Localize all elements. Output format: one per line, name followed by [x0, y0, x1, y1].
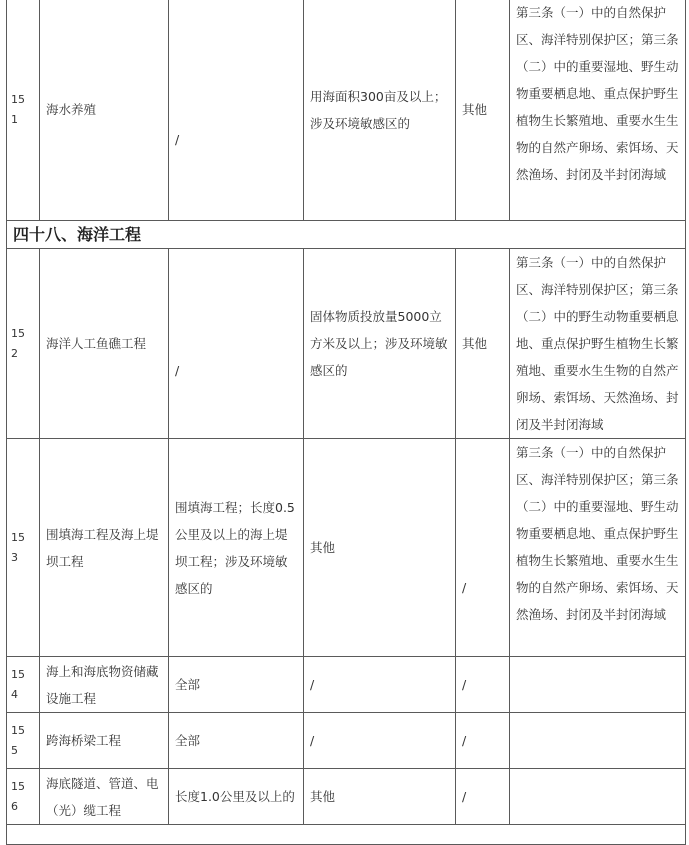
sensitive-area-definition: 第三条（一）中的自然保护区、海洋特别保护区；第三条（二）中的重要湿地、野生动物重要栖息地、重点保护野生植物生长繁殖地、重要水生生物的自然产卵场、索饵场、天然渔场、封闭及半封闭海域: [510, 0, 686, 221]
sensitive-area-definition: [510, 657, 686, 713]
registration-form-criteria: /: [456, 439, 510, 657]
row-number: 15 2: [7, 249, 40, 439]
row-number: 15 4: [7, 657, 40, 713]
registration-form-criteria: 其他: [456, 0, 510, 221]
table-row: [7, 713, 686, 769]
sensitive-area-definition: [510, 769, 686, 825]
table-row: [7, 769, 686, 825]
table-row: [7, 439, 686, 657]
table-row-partial: [7, 825, 686, 845]
sensitive-area-definition: [510, 713, 686, 769]
report-form-criteria: 固体物质投放量5000立方米及以上；涉及环境敏感区的: [304, 249, 456, 439]
row-number: 15 3: [7, 439, 40, 657]
project-name: 海洋人工鱼礁工程: [40, 249, 169, 439]
section-header-row: [7, 221, 686, 249]
project-name: 海上和海底物资储藏设施工程: [40, 657, 169, 713]
registration-form-criteria: /: [456, 657, 510, 713]
table-row: [7, 249, 686, 439]
report-book-criteria: /: [169, 249, 304, 439]
report-form-criteria: 其他: [304, 769, 456, 825]
registration-form-criteria: /: [456, 713, 510, 769]
report-book-criteria: 全部: [169, 657, 304, 713]
row-number: 15 1: [7, 0, 40, 221]
report-form-criteria: /: [304, 713, 456, 769]
partial-cell: [7, 825, 686, 845]
table-row: [7, 0, 686, 221]
project-name: 海水养殖: [40, 0, 169, 221]
report-form-criteria: 其他: [304, 439, 456, 657]
table-row: [7, 657, 686, 713]
report-book-criteria: /: [169, 0, 304, 221]
row-number: 15 5: [7, 713, 40, 769]
project-name: 跨海桥梁工程: [40, 713, 169, 769]
sensitive-area-definition: 第三条（一）中的自然保护区、海洋特别保护区；第三条（二）中的野生动物重要栖息地、重点保护野生植物生长繁殖地、重要水生生物的自然产卵场、索饵场、天然渔场、封闭及半封闭海域: [510, 249, 686, 439]
eia-classification-table: [6, 0, 686, 845]
row-number: 15 6: [7, 769, 40, 825]
project-name: 围填海工程及海上堤坝工程: [40, 439, 169, 657]
section-title: 四十八、海洋工程: [7, 221, 686, 249]
project-name: 海底隧道、管道、电（光）缆工程: [40, 769, 169, 825]
report-book-criteria: 围填海工程；长度0.5公里及以上的海上堤坝工程；涉及环境敏感区的: [169, 439, 304, 657]
registration-form-criteria: 其他: [456, 249, 510, 439]
report-form-criteria: 用海面积300亩及以上；涉及环境敏感区的: [304, 0, 456, 221]
report-book-criteria: 全部: [169, 713, 304, 769]
registration-form-criteria: /: [456, 769, 510, 825]
sensitive-area-definition: 第三条（一）中的自然保护区、海洋特别保护区；第三条（二）中的重要湿地、野生动物重要栖息地、重点保护野生植物生长繁殖地、重要水生生物的自然产卵场、索饵场、天然渔场、封闭及半封闭海域: [510, 439, 686, 657]
report-form-criteria: /: [304, 657, 456, 713]
report-book-criteria: 长度1.0公里及以上的: [169, 769, 304, 825]
